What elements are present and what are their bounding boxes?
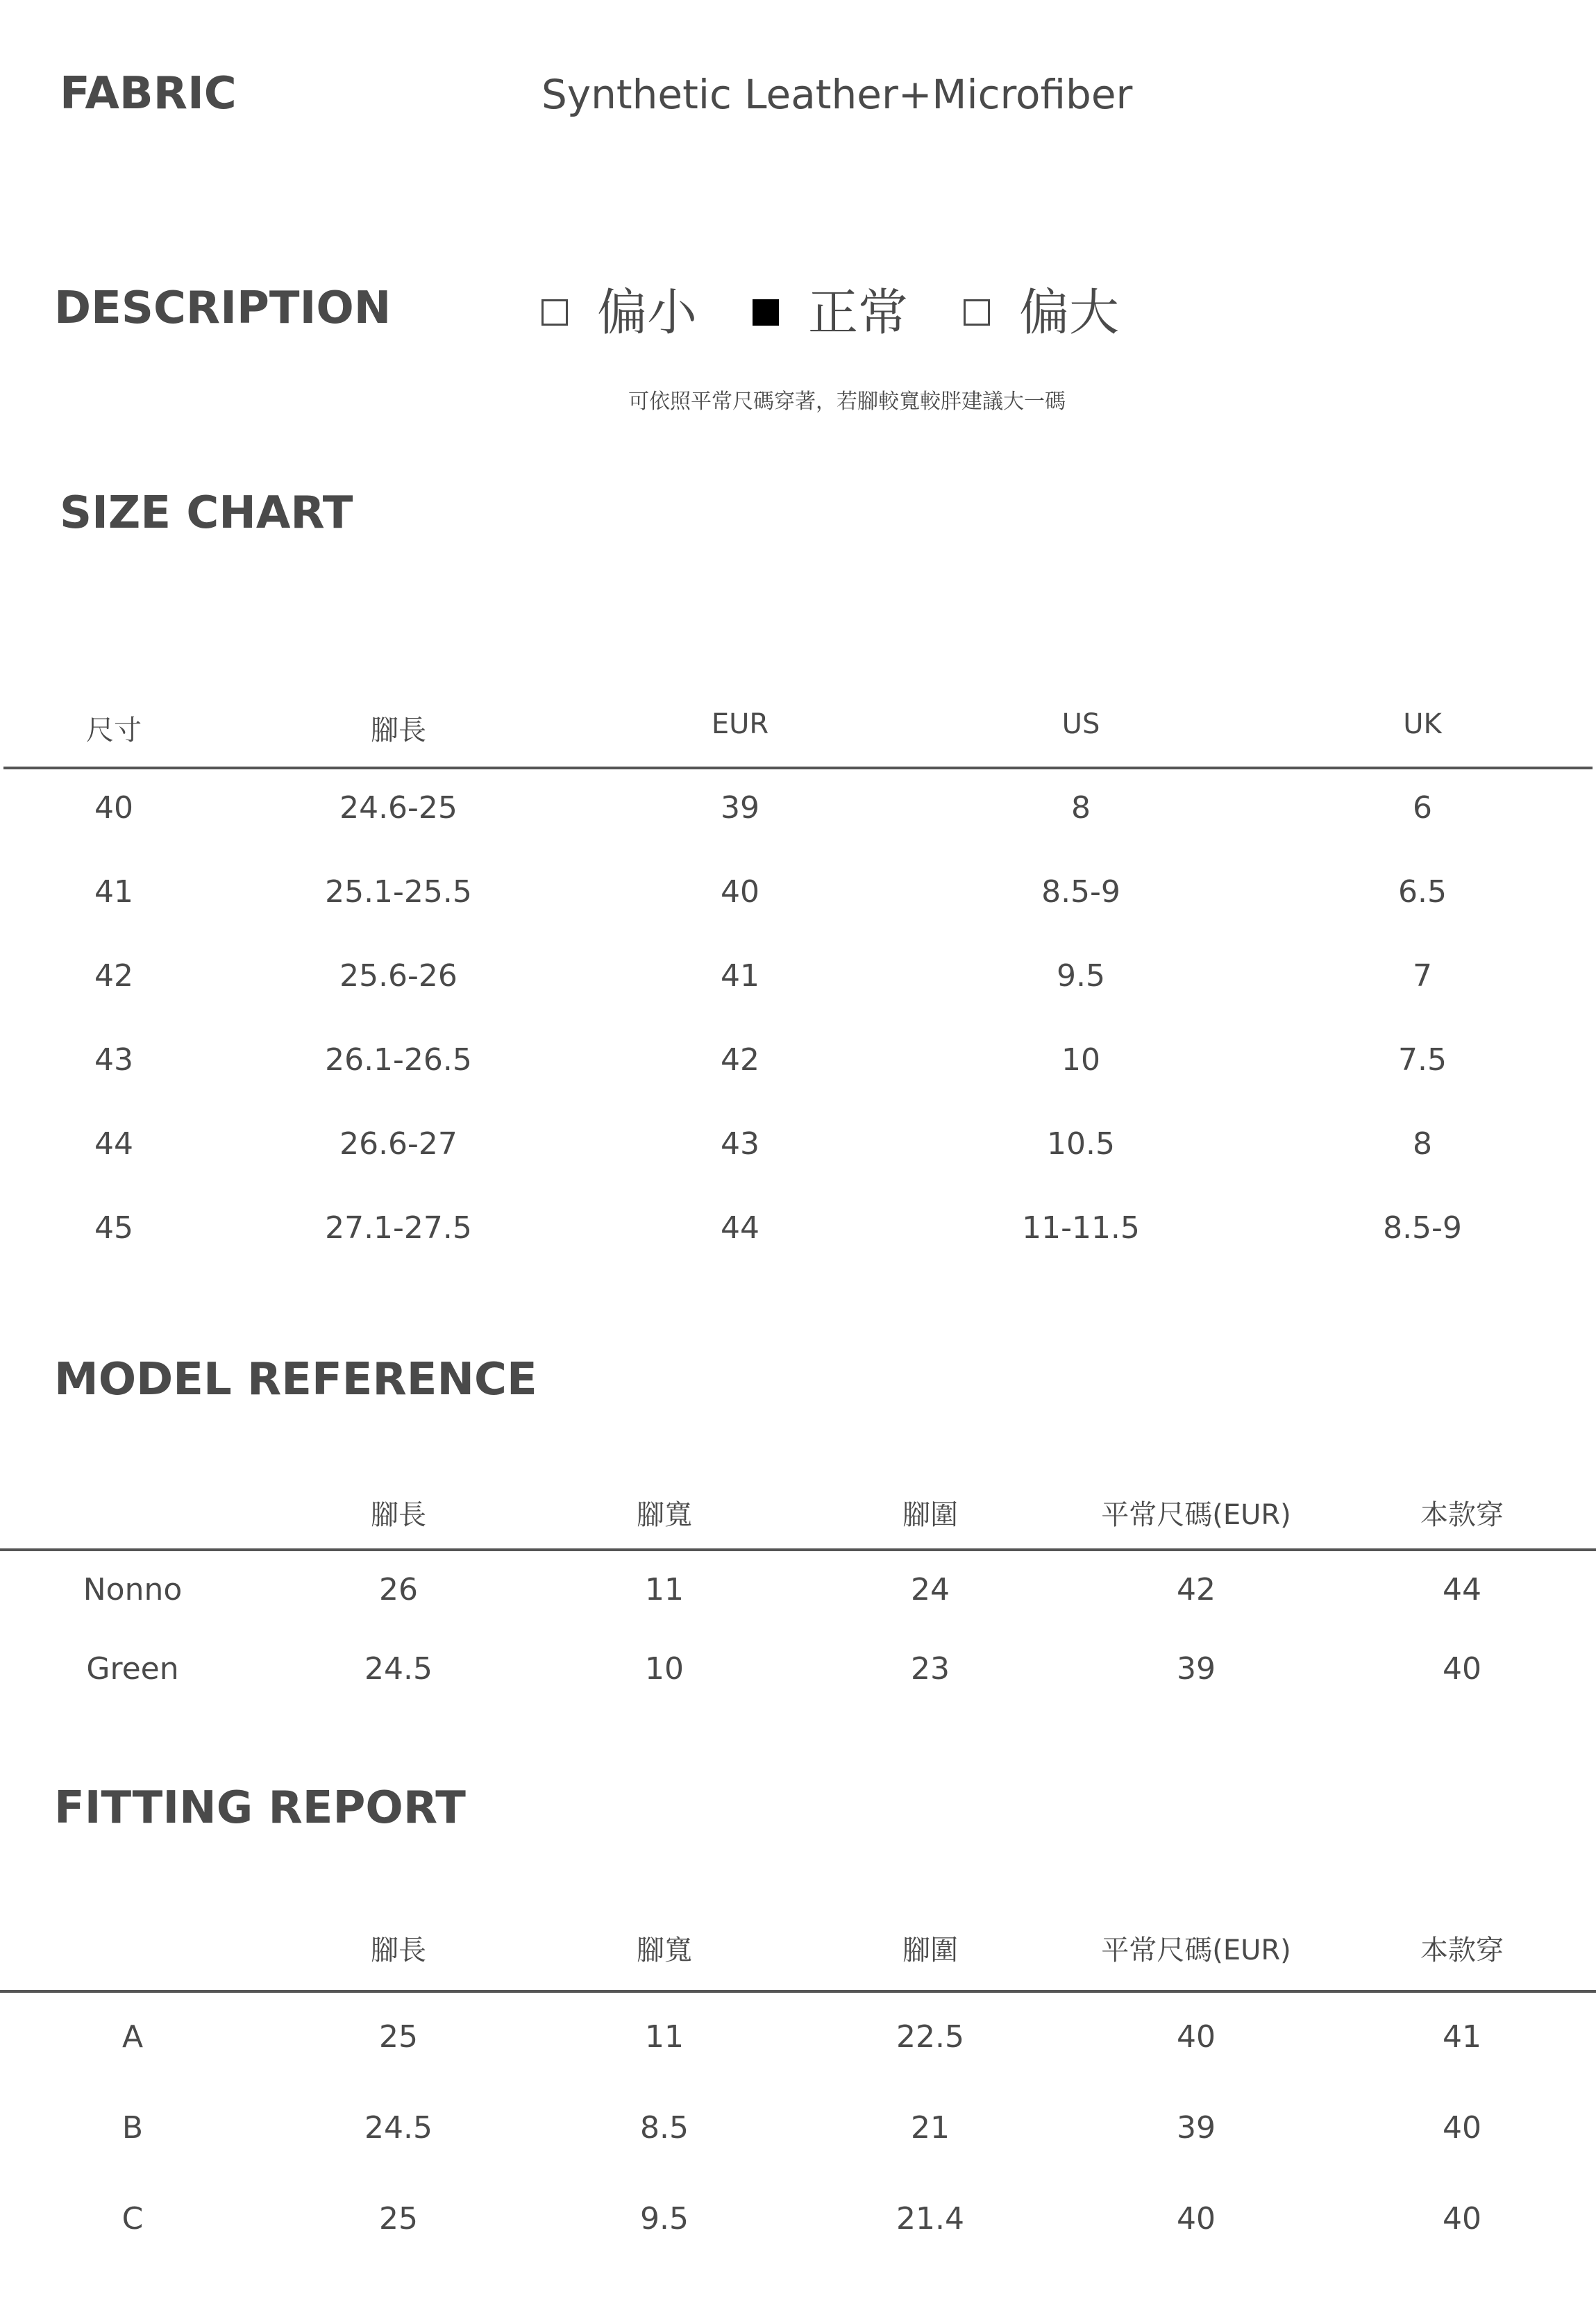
table-cell: 43 xyxy=(94,1042,133,1078)
header-cell: 平常尺碼(EUR) xyxy=(1101,1499,1291,1531)
fit-option-normal-label: 正常 xyxy=(808,283,909,342)
table-cell: 40 xyxy=(721,874,759,910)
table-cell: 42 xyxy=(94,958,133,994)
model-reference-title: MODEL REFERENCE xyxy=(54,1354,537,1405)
table-cell: 21.4 xyxy=(896,2201,964,2237)
table-cell: 40 xyxy=(1177,2201,1216,2237)
header-cell: 腳圍 xyxy=(902,1934,958,1966)
table-cell: 24 xyxy=(911,1572,950,1607)
table-cell: 8.5 xyxy=(640,2110,689,2146)
header-cell: 腳長 xyxy=(371,714,426,746)
table-cell: 39 xyxy=(1177,1651,1216,1687)
fitting-report-rule xyxy=(0,1990,1596,1993)
header-cell: 平常尺碼(EUR) xyxy=(1101,1934,1291,1966)
fit-options xyxy=(541,278,1119,347)
table-cell: 6.5 xyxy=(1398,874,1447,910)
table-cell: 7 xyxy=(1413,958,1432,994)
checkbox-small xyxy=(541,299,568,326)
checkbox-large xyxy=(964,299,990,326)
table-cell: B xyxy=(121,2110,144,2146)
fitting-report-title: FITTING REPORT xyxy=(54,1782,466,1834)
size-chart-title: SIZE CHART xyxy=(60,487,353,539)
table-cell: 41 xyxy=(1443,2019,1481,2055)
header-cell: 腳寬 xyxy=(637,1934,692,1966)
table-cell: 10.5 xyxy=(1047,1126,1115,1162)
table-cell: 39 xyxy=(1177,2110,1216,2146)
table-cell: A xyxy=(121,2019,144,2055)
table-cell: 24.5 xyxy=(364,2110,432,2146)
header-cell: 本款穿 xyxy=(1420,1499,1504,1531)
table-cell: 40 xyxy=(94,790,133,826)
table-cell: 7.5 xyxy=(1398,1042,1447,1078)
table-cell: 41 xyxy=(94,874,133,910)
fit-option-large xyxy=(964,283,1120,342)
table-cell: Nonno xyxy=(83,1572,183,1607)
table-cell: 44 xyxy=(94,1126,133,1162)
fabric-title: FABRIC xyxy=(60,68,237,119)
table-cell: 40 xyxy=(1177,2019,1216,2055)
table-cell: 25 xyxy=(379,2201,418,2237)
model-reference-rule xyxy=(0,1548,1596,1551)
table-cell: 43 xyxy=(721,1126,759,1162)
header-cell: 腳長 xyxy=(371,1934,426,1966)
table-cell: 8.5-9 xyxy=(1383,1210,1462,1246)
description-title: DESCRIPTION xyxy=(54,283,392,334)
fit-option-normal xyxy=(753,283,909,342)
header-cell: US xyxy=(1061,708,1100,740)
fit-note: 可依照平常尺碼穿著，若腳較寬較胖建議大一碼 xyxy=(628,390,1066,414)
table-cell: 8.5-9 xyxy=(1041,874,1120,910)
checkbox-normal xyxy=(753,299,779,326)
table-cell: 40 xyxy=(1443,2110,1481,2146)
table-cell: 8 xyxy=(1071,790,1091,826)
table-cell: 41 xyxy=(721,958,759,994)
table-cell: 42 xyxy=(721,1042,759,1078)
fit-option-large-label: 偏大 xyxy=(1019,283,1120,342)
table-cell: 40 xyxy=(1443,2201,1481,2237)
table-cell: 9.5 xyxy=(1057,958,1105,994)
table-cell: C xyxy=(121,2201,144,2237)
table-cell: 44 xyxy=(1443,1572,1481,1607)
header-cell: UK xyxy=(1403,708,1442,740)
table-cell: 26.1-26.5 xyxy=(325,1042,472,1078)
table-cell: 11 xyxy=(645,1572,684,1607)
table-cell: 25 xyxy=(379,2019,418,2055)
table-cell: 10 xyxy=(1061,1042,1100,1078)
table-cell: 11-11.5 xyxy=(1022,1210,1140,1246)
table-cell: 24.5 xyxy=(364,1651,432,1687)
table-cell: 40 xyxy=(1443,1651,1481,1687)
header-cell: 尺寸 xyxy=(86,714,142,746)
fit-option-small xyxy=(541,283,698,342)
table-cell: 23 xyxy=(911,1651,950,1687)
table-cell: 8 xyxy=(1413,1126,1432,1162)
table-cell: 9.5 xyxy=(640,2201,689,2237)
table-cell: 26 xyxy=(379,1572,418,1607)
table-cell: 11 xyxy=(645,2019,684,2055)
header-cell: 腳長 xyxy=(371,1499,426,1531)
table-cell: 45 xyxy=(94,1210,133,1246)
table-cell: 39 xyxy=(721,790,759,826)
table-cell: 42 xyxy=(1177,1572,1216,1607)
table-cell: 25.1-25.5 xyxy=(325,874,472,910)
table-cell: Green xyxy=(86,1651,179,1687)
header-cell: 腳圍 xyxy=(902,1499,958,1531)
table-cell: 6 xyxy=(1413,790,1432,826)
fit-option-small-label: 偏小 xyxy=(597,283,698,342)
table-cell: 21 xyxy=(911,2110,950,2146)
header-cell: EUR xyxy=(711,708,769,740)
header-cell: 腳寬 xyxy=(637,1499,692,1531)
table-cell: 24.6-25 xyxy=(339,790,457,826)
table-cell: 10 xyxy=(645,1651,684,1687)
header-cell: 本款穿 xyxy=(1420,1934,1504,1966)
table-cell: 25.6-26 xyxy=(339,958,457,994)
table-cell: 27.1-27.5 xyxy=(325,1210,472,1246)
table-cell: 44 xyxy=(721,1210,759,1246)
fabric-value: Synthetic Leather+Microfiber xyxy=(541,71,1133,118)
table-cell: 22.5 xyxy=(896,2019,964,2055)
table-cell: 26.6-27 xyxy=(339,1126,457,1162)
size-chart-rule xyxy=(3,767,1593,769)
